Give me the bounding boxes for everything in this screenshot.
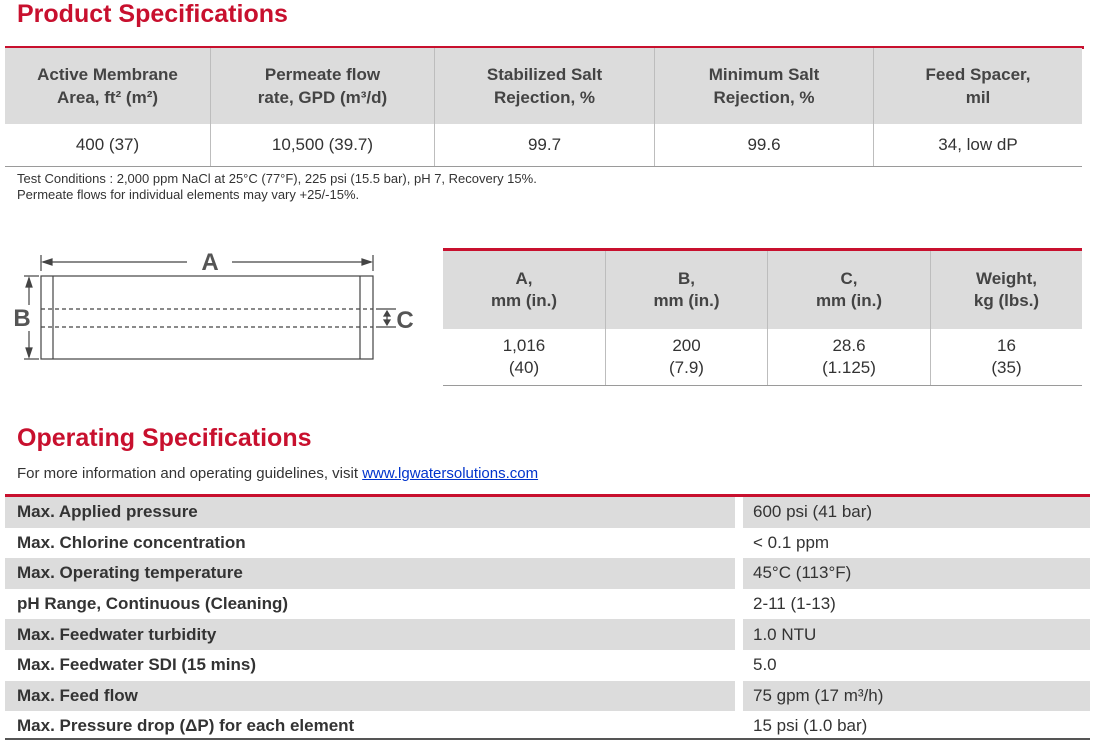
operating-row-chlorine xyxy=(5,528,1090,559)
operating-value: 75 gpm (17 m³/h) xyxy=(743,681,1090,712)
diagram-label-b: B xyxy=(13,305,31,332)
operating-value: 600 psi (41 bar) xyxy=(743,497,1090,528)
diagram-label-c: C xyxy=(396,307,414,334)
operating-value: 1.0 NTU xyxy=(743,619,1090,650)
dimension-value-row xyxy=(443,329,1082,386)
value-stabilized-salt-rejection: 99.7 xyxy=(435,124,655,167)
operating-row-feed-flow xyxy=(5,681,1090,712)
header-dimension-b: B, mm (in.) xyxy=(606,251,768,329)
header-weight: Weight, kg (lbs.) xyxy=(931,251,1083,329)
value-dimension-a: 1,016 (40) xyxy=(443,329,606,386)
header-dimension-a: A, mm (in.) xyxy=(443,251,606,329)
operating-key: pH Range, Continuous (Cleaning) xyxy=(17,594,289,614)
product-spec-table xyxy=(5,48,1082,167)
value-active-membrane-area: 400 (37) xyxy=(5,124,211,167)
element-dimension-diagram xyxy=(12,247,422,367)
operating-key: Max. Feed flow xyxy=(5,681,735,712)
value-minimum-salt-rejection: 99.6 xyxy=(655,124,874,167)
header-active-membrane-area: Active Membrane Area, ft² (m²) xyxy=(5,48,211,124)
operating-key: Max. Pressure drop (ΔP) for each element xyxy=(17,716,355,736)
diagram-label-a: A xyxy=(201,249,219,276)
operating-value: 5.0 xyxy=(753,655,777,675)
operating-value: 45°C (113°F) xyxy=(743,558,1090,589)
operating-intro-text: For more information and operating guidelines, visit xyxy=(17,465,363,482)
header-permeate-flow-rate: Permeate flow rate, GPD (m³/d) xyxy=(211,48,435,124)
operating-row-temperature xyxy=(5,558,1090,589)
operating-key: Max. Applied pressure xyxy=(5,497,735,528)
operating-value: 2-11 (1-13) xyxy=(753,594,836,614)
product-spec-header-row xyxy=(5,48,1082,124)
header-feed-spacer: Feed Spacer, mil xyxy=(874,48,1083,124)
value-feed-spacer: 34, low dP xyxy=(874,124,1083,167)
operating-row-applied-pressure xyxy=(5,497,1090,528)
value-dimension-b: 200 (7.9) xyxy=(606,329,768,386)
lg-water-solutions-link[interactable]: www.lgwatersolutions.com xyxy=(362,465,539,482)
product-specifications-title: Product Specifications xyxy=(17,0,288,28)
value-weight: 16 (35) xyxy=(931,329,1083,386)
operating-row-turbidity xyxy=(5,619,1090,650)
operating-key: Max. Chlorine concentration xyxy=(17,532,246,552)
product-spec-value-row xyxy=(5,124,1082,167)
operating-value: 15 psi (1.0 bar) xyxy=(753,716,868,736)
operating-bottom-rule xyxy=(5,738,1090,740)
operating-key: Max. Feedwater SDI (15 mins) xyxy=(17,655,257,675)
test-conditions-notes xyxy=(17,171,537,203)
operating-specifications-title: Operating Specifications xyxy=(17,424,312,452)
test-conditions-note: Test Conditions : 2,000 ppm NaCl at 25°C (77°F), 225 psi (15.5 bar), pH 7, Recovery 15%. xyxy=(17,171,537,186)
operating-key: Max. Operating temperature xyxy=(5,558,735,589)
dimension-table xyxy=(443,251,1082,386)
operating-key: Max. Feedwater turbidity xyxy=(5,619,735,650)
operating-intro xyxy=(17,465,538,482)
value-dimension-c: 28.6 (1.125) xyxy=(768,329,931,386)
header-dimension-c: C, mm (in.) xyxy=(768,251,931,329)
operating-row-ph-range xyxy=(5,589,1090,620)
dimension-header-row xyxy=(443,251,1082,329)
header-minimum-salt-rejection: Minimum Salt Rejection, % xyxy=(655,48,874,124)
operating-value: < 0.1 ppm xyxy=(753,532,830,552)
permeate-variation-note: Permeate flows for individual elements may vary +25/-15%. xyxy=(17,187,360,202)
header-stabilized-salt-rejection: Stabilized Salt Rejection, % xyxy=(435,48,655,124)
operating-spec-table xyxy=(5,497,1090,742)
value-permeate-flow-rate: 10,500 (39.7) xyxy=(211,124,435,167)
operating-row-sdi xyxy=(5,650,1090,681)
